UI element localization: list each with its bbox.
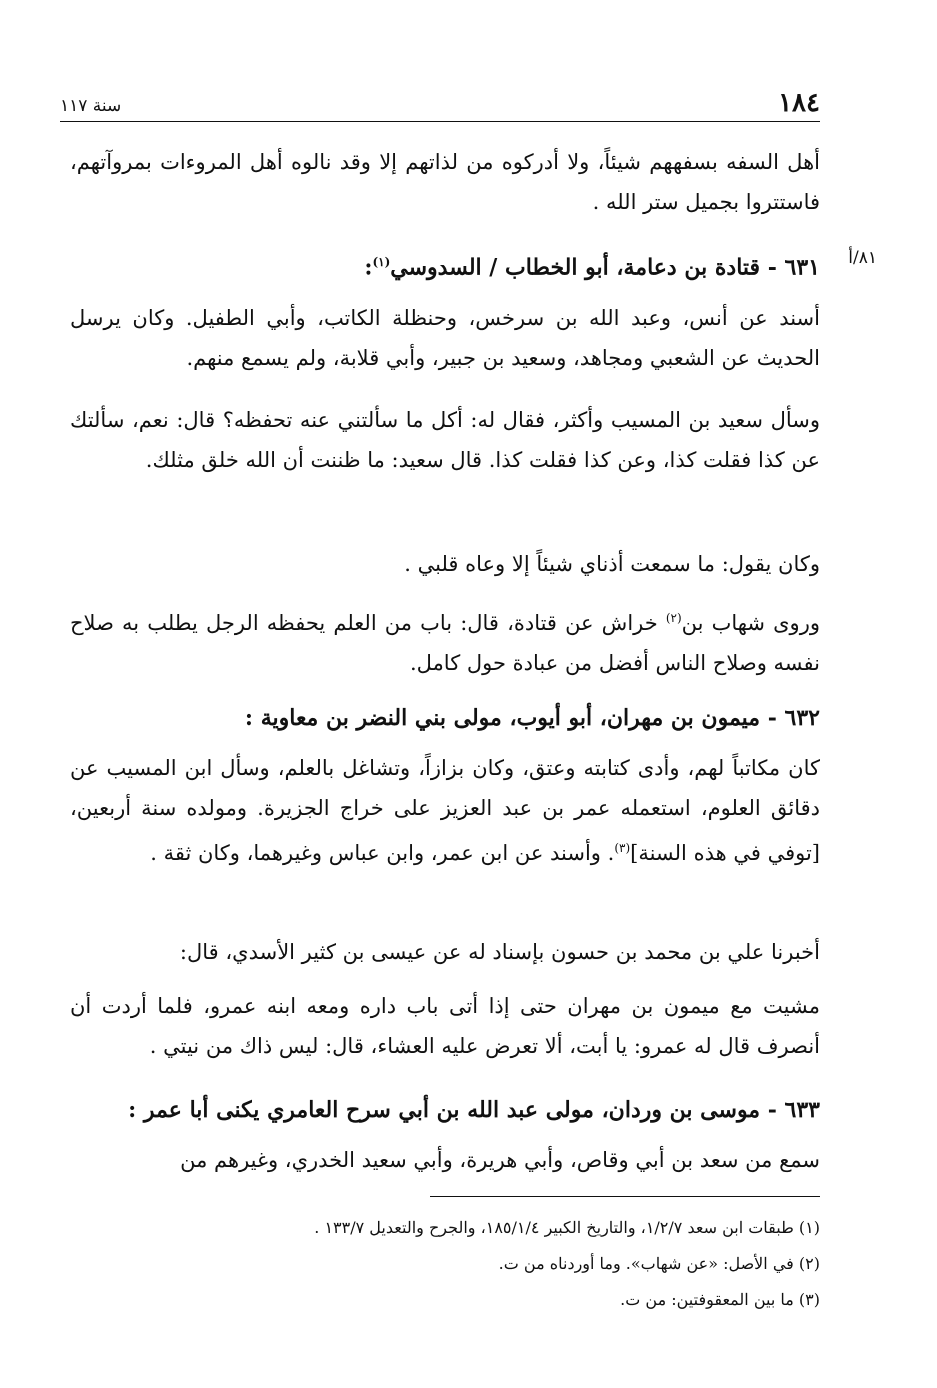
paragraph-3: وسأل سعيد بن المسيب وأكثر، فقال له: أكل ما سألتني عنه تحفظه؟ قال: نعم، سألتك عن كذا فقلت كذا، وعن كذا فقلت كذا. قال سعيد: ما ظننت أن الله خلق مثلك. xyxy=(70,408,820,472)
footnote-ref-3: (٣) xyxy=(614,841,631,855)
paragraph-8: مشيت مع ميمون بن مهران حتى إذا أتى باب داره ومعه ابنه عمرو، فلما أردت أن أنصرف قال له عمرو: يا أبت، ألا تعرض عليه العشاء، قال: ليس ذاك من نيتي . xyxy=(70,994,820,1058)
header-rule xyxy=(60,121,820,122)
margin-folio-note: ٨١/أ xyxy=(848,248,877,268)
paragraph-9: سمع من سعد بن أبي وقاص، وأبي هريرة، وأبي سعيد الخدري، وغيرهم من xyxy=(180,1148,820,1172)
paragraph-4: وكان يقول: ما سمعت أذناي شيئاً إلا وعاه قلبي . xyxy=(404,552,820,576)
footnote-3: (٣) ما بين المعقوفتين: من ت. xyxy=(620,1290,820,1309)
footnote-2: (٢) في الأصل: «عن شهاب». وما أوردناه من ت. xyxy=(498,1254,820,1273)
footnote-ref-1: (١) xyxy=(372,255,391,269)
page-number: ١٨٤ xyxy=(778,88,820,118)
paragraph-5-part-a: وروى شهاب بن xyxy=(681,611,820,635)
footnote-ref-2: (٢) xyxy=(665,611,682,625)
entry-631-heading xyxy=(130,242,820,287)
page-header xyxy=(60,88,820,118)
paragraph-6 xyxy=(70,748,820,873)
running-head: سنة ١١٧ xyxy=(60,96,122,116)
paragraph-7: أخبرنا علي بن محمد بن حسون بإسناد له عن عيسى بن كثير الأسدي، قال: xyxy=(179,940,820,964)
paragraph-1: أهل السفه بسفههم شيئاً، ولا أدركوه من لذاتهم إلا وقد نالوه أهل المروءات بمروآتهم، فاستتروا بجميل ستر الله . xyxy=(70,150,820,214)
entry-631-colon: : xyxy=(364,254,373,281)
paragraph-6-part-a: كان مكاتباً لهم، وأدى كتابته وعتق، وكان بزازاً، وتشاغل بالعلم، وسأل ابن المسيب عن دقائق العلوم، استعمله عمر بن عبد العزيز على خراج الجزيرة. ومولده سنة أربعين، [توفي في هذه السنة] xyxy=(70,756,820,865)
entry-632-heading: ٦٣٢ - ميمون بن مهران، أبو أيوب، مولى بني النضر بن معاوية : xyxy=(244,705,820,731)
paragraph-5 xyxy=(70,598,820,683)
footnote-separator xyxy=(430,1196,820,1197)
paragraph-6-part-b: . وأسند عن ابن عمر، وابن عباس وغيرهما، وكان ثقة . xyxy=(150,841,615,865)
paragraph-2: أسند عن أنس، وعبد الله بن سرخس، وحنظلة الكاتب، وأبي الطفيل. وكان يرسل الحديث عن الشعبي ومجاهد، وسعيد بن جبير، وأبي قلابة، ولم يسمع منهم. xyxy=(70,306,820,370)
footnote-1: (١) طبقات ابن سعد ١/٢/٧، والتاريخ الكبير ١٨٥/١/٤، والجرح والتعديل ١٣٣/٧ . xyxy=(314,1218,820,1237)
entry-631-title: - قتادة بن دعامة، أبو الخطاب / السدوسي xyxy=(390,254,777,281)
entry-631-number: ٦٣١ xyxy=(784,254,820,281)
paragraph-5-part-b: خراش عن قتادة، قال: باب من العلم يحفظه الرجل يطلب به صلاح نفسه وصلاح الناس أفضل من عبادة حول كامل. xyxy=(70,611,820,675)
entry-633-heading: ٦٣٣ - موسى بن وردان، مولى عبد الله بن أبي سرح العامري يكنى أبا عمر : xyxy=(128,1097,820,1123)
